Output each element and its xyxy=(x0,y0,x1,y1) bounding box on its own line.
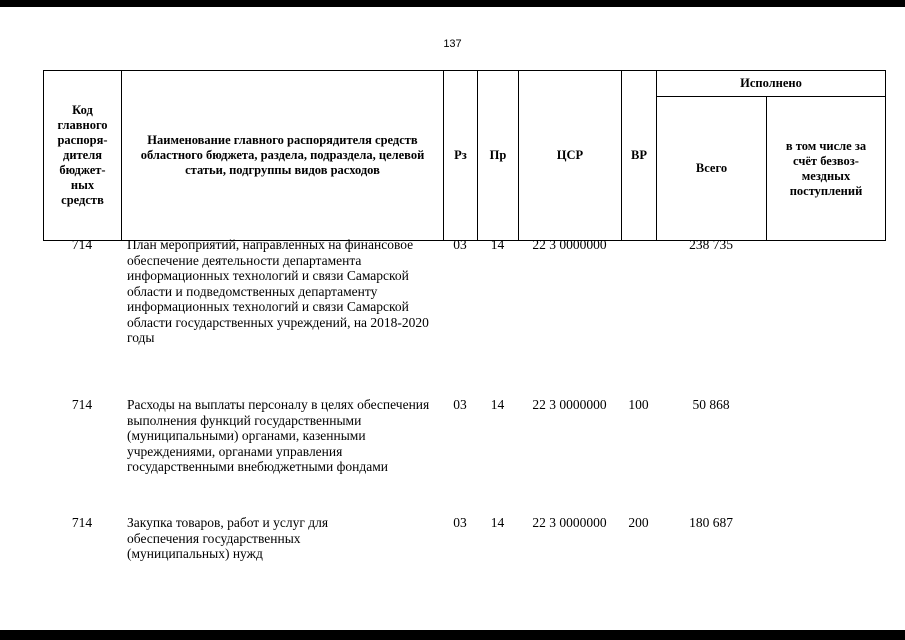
row-pr: 14 xyxy=(490,515,505,530)
row-name: Закупка товаров, работ и услуг для обеспечения государственных (муниципальных) нужд xyxy=(127,515,329,561)
header-name: Наименование главного распорядителя средств областного бюджета, раздела, подраздела, целевой статьи, подгруппы видов расходов xyxy=(122,71,444,241)
row-rz: 03 xyxy=(453,515,467,530)
header-gratuitous: в том числе за счёт безвоз-мездных поступлений xyxy=(767,97,886,241)
table-header xyxy=(43,70,886,241)
row-code: 714 xyxy=(71,397,93,412)
row-csr: 22 3 0000000 xyxy=(532,397,607,412)
header-executed: Исполнено xyxy=(657,71,886,97)
row-code: 714 xyxy=(71,237,93,252)
row-total: 238 735 xyxy=(689,237,733,252)
header-csr: ЦСР xyxy=(519,71,622,241)
row-csr: 22 3 0000000 xyxy=(532,515,607,530)
page-number: 137 xyxy=(443,38,462,50)
row-name: План мероприятий, направленных на финансовое обеспечение деятельности департамента информационных технологий и связи Самарской области и подведомственных департаменту информационных технологий и связи Самарской области государственных учреждений, на 2018-2020 годы xyxy=(127,237,429,345)
row-csr: 22 3 0000000 xyxy=(532,237,607,252)
bottom-border-bar xyxy=(0,630,905,640)
header-code: Код главного распоря-дителя бюджет-ных средств xyxy=(44,71,122,241)
row-name: Расходы на выплаты персоналу в целях обеспечения выполнения функций государственными (муниципальными) органами, казенными учреждениями, органами управления государственными внебюджетными фондами xyxy=(127,397,430,474)
row-rz: 03 xyxy=(453,237,467,252)
row-vr: 200 xyxy=(628,515,649,530)
header-pr: Пр xyxy=(478,71,519,241)
header-rz: Рз xyxy=(444,71,478,241)
header-vr: ВР xyxy=(622,71,657,241)
row-rz: 03 xyxy=(453,397,467,412)
row-pr: 14 xyxy=(490,237,505,252)
row-vr: 100 xyxy=(628,397,649,412)
header-total: Всего xyxy=(657,97,767,241)
row-total: 50 868 xyxy=(692,397,730,412)
top-border-bar xyxy=(0,0,905,7)
row-pr: 14 xyxy=(490,397,505,412)
row-total: 180 687 xyxy=(689,515,733,530)
row-code: 714 xyxy=(71,515,93,530)
